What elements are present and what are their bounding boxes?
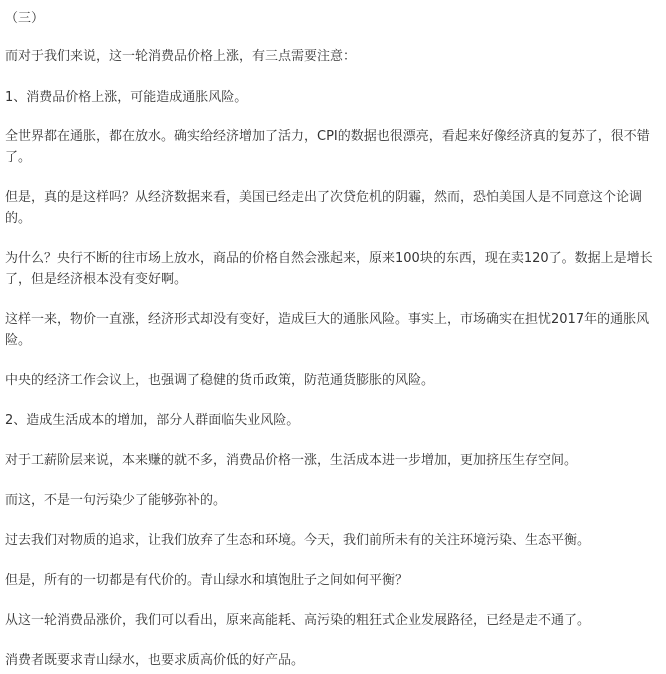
section-marker: （三） (5, 11, 45, 26)
paragraph: 这样一来，物价一直涨，经济形式却没有变好，造成巨大的通胀风险。事实上，市场确实在担忧2017年的通胀风险。 (5, 312, 650, 348)
paragraph: 对于工薪阶层来说，本来赚的就不多，消费品价格一涨，生活成本进一步增加，更加挤压生存空间。 (5, 453, 578, 468)
paragraph: 1、消费品价格上涨，可能造成通胀风险。 (5, 90, 248, 105)
paragraph: 全世界都在通胀，都在放水。确实给经济增加了活力，CPI的数据也很漂亮，看起来好像经济真的复苏了，很不错了。 (5, 129, 650, 165)
paragraph: 消费者既要求青山绿水，也要求质高价低的好产品。 (5, 653, 305, 668)
paragraph: 过去我们对物质的追求，让我们放弃了生态和环境。今天，我们前所未有的关注环境污染、生态平衡。 (5, 533, 591, 548)
paragraph: 2、造成生活成本的增加，部分人群面临失业风险。 (5, 413, 300, 428)
paragraph: 但是，真的是这样吗？从经济数据来看，美国已经走出了次贷危机的阴霾，然而，恐怕美国人是不同意这个论调的。 (5, 190, 643, 226)
paragraph: 从这一轮消费品涨价，我们可以看出，原来高能耗、高污染的粗狂式企业发展路径，已经是走不通了。 (5, 613, 591, 628)
paragraph: 而对于我们来说，这一轮消费品价格上涨，有三点需要注意： (5, 49, 357, 64)
paragraph: 而这，不是一句污染少了能够弥补的。 (5, 493, 227, 508)
paragraph: 为什么？央行不断的往市场上放水，商品的价格自然会涨起来，原来100块的东西，现在卖120了。数据上是增长了，但是经济根本没有变好啊。 (5, 251, 653, 287)
paragraph: 但是，所有的一切都是有代价的。青山绿水和填饱肚子之间如何平衡？ (5, 573, 409, 588)
paragraph: 中央的经济工作会议上，也强调了稳健的货币政策，防范通货膨胀的风险。 (5, 373, 435, 388)
